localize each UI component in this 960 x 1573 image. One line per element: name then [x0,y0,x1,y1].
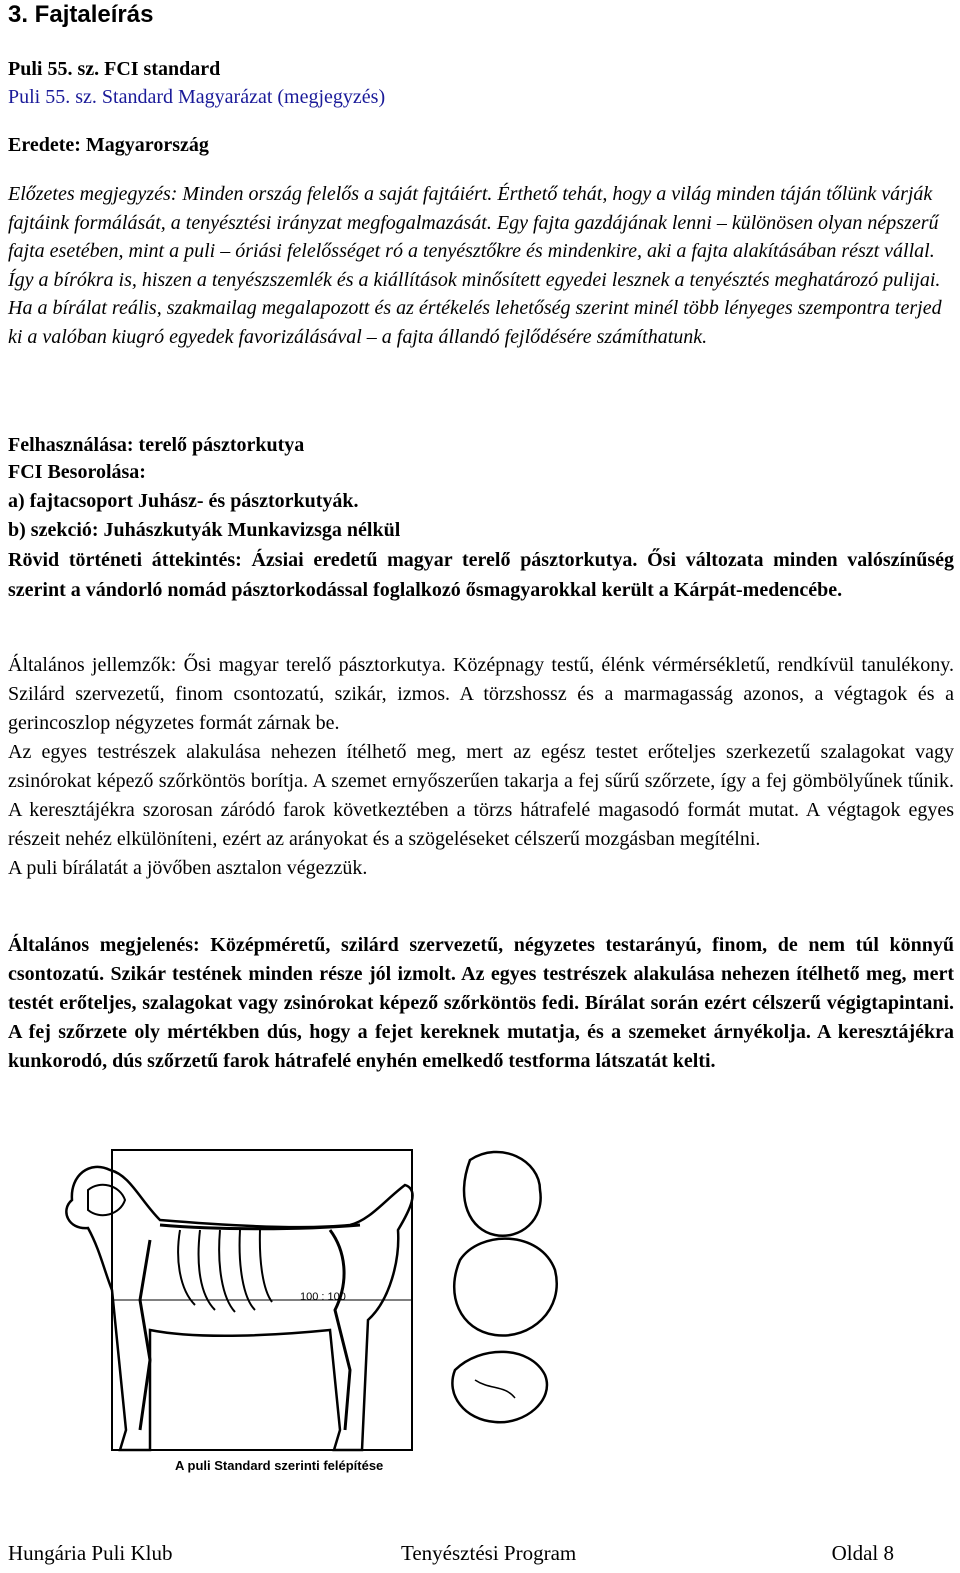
head-profile-drawing [464,1152,541,1236]
general-characteristics [8,651,954,883]
breed-group-line: a) fajtacsoport Juhász- és pásztorkutyák. [8,490,359,512]
general-appearance-paragraph: Általános megjelenés: Középméretű, szilárd szervezetű, négyzetes testarányú, finom, de nem túl könnyű csontozatú. Szikár testének minden része jól izmolt. Az egyes testrészek alakulása nehezen ítélhető meg, mert testét erőteljes, szalagokat vagy zsinórokat képező szőrköntös fedi. Bírálat során ezért célszerű végigtapintani. A fej szőrzete oly mértékben dús, hogy a fejet kereknek mutatja, és a szemeket árnyékolja. A keresztájékra kunkorodó, dús szőrzetű farok hátrafelé enyhén emelkedő testforma látszatát kelti. [8,934,954,1072]
footer-program-title: Tenyésztési Program [401,1541,577,1565]
section-heading: 3. Fajtaleírás [8,1,154,28]
fci-standard-line: Puli 55. sz. FCI standard [8,58,221,80]
general-paragraph-1: Általános jellemzők: Ősi magyar terelő pásztorkutya. Középnagy testű, élénk vérmérsékletű, rendkívül tanulékony. Szilárd szervezetű, finom csontozatú, szikár, izmos. A törzshossz és a marmagasság azonos, a végtagok és a gerincoszlop négyzetes formát zárnak be. [8,654,954,734]
rib-1 [178,1230,195,1305]
general-paragraph-3: A puli bírálatát a jövőben asztalon végezzük. [8,857,368,879]
intro-paragraph [8,180,954,351]
intro-part-a: Előzetes megjegyzés: Minden ország felelős a saját fajtáiért. Érthető tehát, hogy a világ minden táján tőlünk várják fajtáink formálását, a tenyésztési irányzat megfogalmazását. [8,183,933,234]
rib-2 [199,1230,215,1310]
skull [88,1185,125,1215]
general-paragraph-2: Az egyes testrészek alakulása nehezen ítélhető meg, mert az egész testet erőteljes szerkezetű szalagokat vagy zsinórokat képező szőrköntös borítja. A szemet ernyőszerűen takarja a fej sűrű szőrzete, így a fej gömbölyűnek tűnik. A keresztájékra szorosan záródó farok következtében a törzs hátrafelé magasodó formát mutat. A végtagok egyes részeit nehéz elkülöníteni, ezért az arányokat és a szögeléseket célszerű mozgásban megítélni. [8,741,954,850]
puli-skeleton-drawing [0,1130,960,1490]
hindleg-bones [330,1230,350,1430]
history-paragraph: Rövid történeti áttekintés: Ázsiai eredetű magyar terelő pásztorkutya. Ősi változata minden valószínűség szerint a vándorló nomád pásztorkodással foglalkozó ősmagyarokkal került a Kárpát-medencébe. [8,549,954,601]
intro-part-c: Ha a bírálat reális, szakmailag megalapozott és az értékelés lehetőség szerint minél több lényeges szempontra terjed ki a valóban kiugró egyedek favorizálásával – a fajta állandó fejlődésére számíthatunk. [8,297,942,348]
footer-club-name: Hungária Puli Klub [8,1541,173,1565]
figure-caption: A puli Standard szerinti felépítése [175,1458,384,1473]
breed-section-line: b) szekció: Juhászkutyák Munkavizsga nélkül [8,519,401,541]
puli-anatomy-figure [0,1130,960,1490]
head-front-drawing [454,1239,557,1336]
origin-line: Eredete: Magyarország [8,134,209,156]
intro-part-b: Egy fajta gazdájának lenni – különösen olyan népszerű fajta esetében, mint a puli – óriási felelősséget ró a tenyésztőkre és mindenkire, aki a fajta alakításában részt vállal. Így a bírókra is, hiszen a tenyészszemlék és a kiállítások minősített egyedei lesznek a tenyésztés meghatározó pulijai. [8,211,941,291]
tail-detail-drawing [452,1352,547,1422]
foreleg-bones [140,1240,150,1430]
usage-line: Felhasználása: terelő pásztorkutya [8,434,305,456]
rib-4 [240,1230,255,1310]
tail-curl [475,1380,515,1398]
rib-5 [260,1230,272,1302]
footer-page-number: Oldal 8 [831,1541,894,1565]
page-footer [8,1538,894,1568]
standard-explanation-link[interactable]: Puli 55. sz. Standard Magyarázat (megjegyzés) [8,86,386,108]
proportion-label: 100 : 100 [300,1291,346,1303]
fci-classification-line: FCI Besorolása: [8,461,146,483]
